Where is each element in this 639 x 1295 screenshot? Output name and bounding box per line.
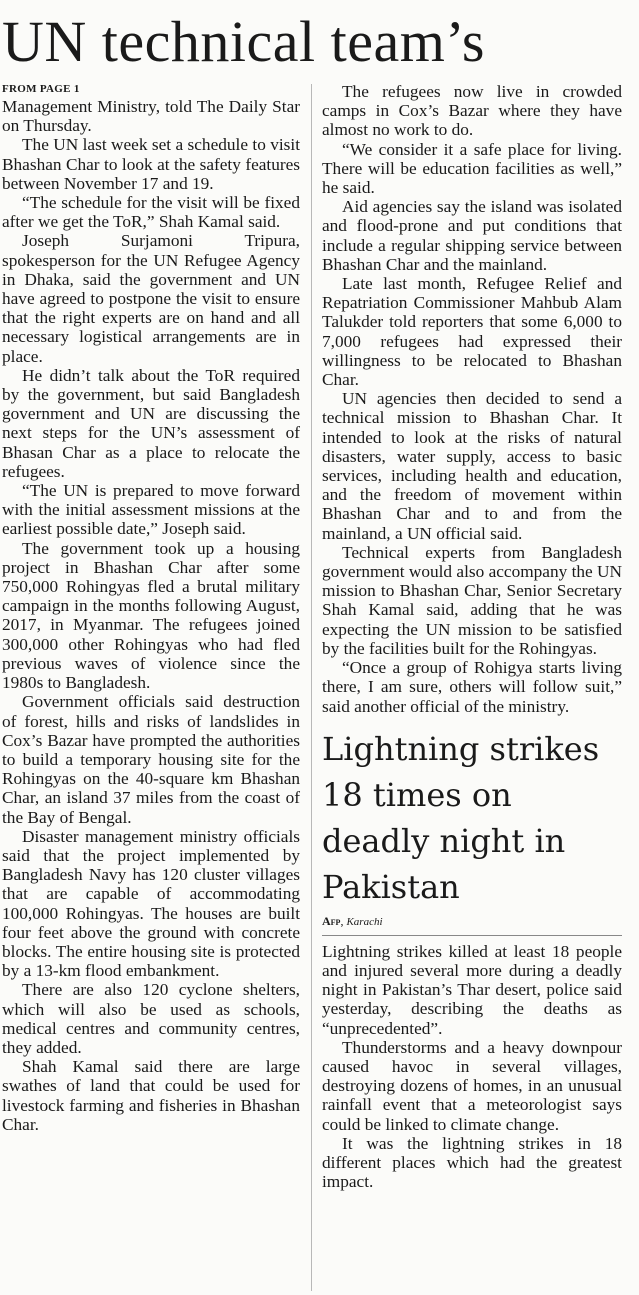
byline-agency: Afp [322, 913, 341, 928]
paragraph: Aid agencies say the island was isolated and flood-prone and put conditions that include a regular shipping service between Bhashan Char and the mainland. [322, 197, 622, 274]
paragraph: Late last month, Refugee Relief and Repatriation Commissioner Mahbub Alam Talukder told reporters that some 6,000 to 7,000 refugees had expressed their willingness to be relocated to Bhashan Char. [322, 274, 622, 390]
second-story-body [322, 942, 622, 1192]
right-column [322, 82, 622, 1191]
headline: UN technical team’s [2, 9, 485, 74]
byline-place: Karachi [346, 915, 383, 928]
second-story-headline: Lightning strikes 18 times on deadly night in Pakistan [322, 729, 600, 906]
paragraph: Government officials said destruction of forest, hills and risks of landslides in Cox’s Bazar have prompted the authorities to build a temporary housing site for the Rohingyas on the 40-square km Bhashan Char, an island 37 miles from the coast of the Bay of Bengal. [2, 692, 300, 827]
paragraph: The UN last week set a schedule to visit Bhashan Char to look at the safety features between November 17 and 19. [2, 135, 300, 193]
paragraph: Thunderstorms and a heavy downpour caused havoc in several villages, destroying dozens of homes, in an unusual rainfall event that a meteorologist says could be linked to climate change. [322, 1037, 622, 1134]
paragraph: It was the lightning strikes in 18 different places which had the greatest impact. [322, 1133, 622, 1192]
paragraph: He didn’t talk about the ToR required by the government, but said Bangladesh government and UN are discussing the next steps for the UN’s assessment of Bhasan Char as a place to relocate the refugees. [2, 365, 300, 481]
paragraph: Joseph Surjamoni Tripura, spokesperson for the UN Refugee Agency in Dhaka, said the government and UN have agreed to postpone the visit to ensure that the right experts are on hand and all necessary logistical arrangements are in place. [2, 231, 300, 366]
paragraph: There are also 120 cyclone shelters, which will also be used as schools, medical centres and community centres, they added. [2, 980, 300, 1057]
paragraph: UN agencies then decided to send a technical mission to Bhashan Char. It intended to look at the risks of natural disasters, water supply, access to basic services, including health and education, and the freedom of movement within Bhashan Char and to and from the mainland, a UN official said. [322, 389, 622, 543]
column-divider [311, 84, 312, 1291]
paragraph: The government took up a housing project in Bhashan Char after some 750,000 Rohingyas fled a brutal military campaign in the months following August, 2017, in Myanmar. The refugees joined 300,000 other Rohingyas who had fled previous waves of violence since the 1980s to Bangladesh. [2, 538, 300, 693]
paragraph: Disaster management ministry officials said that the project implemented by Bangladesh Navy has 120 cluster villages that are capable of accommodating 100,000 Rohingyas. The houses are built four feet above the ground with concrete blocks. The entire housing site is protected by a 13-km flood embankment. [2, 826, 300, 981]
paragraph: “The schedule for the visit will be fixed after we get the ToR,” Shah Kamal said. [2, 193, 300, 232]
paragraph: “Once a group of Rohigya starts living there, I am sure, others will follow suit,” said another official of the ministry. [322, 658, 622, 716]
jump-label: FROM PAGE 1 [2, 83, 80, 95]
paragraph: “We consider it a safe place for living. There will be education facilities as well,” he said. [322, 139, 622, 198]
paragraph: Lightning strikes killed at least 18 people and injured several more during a deadly night in Pakistan’s Thar desert, police said yesterday, describing the deaths as “unprecedented”. [322, 941, 622, 1038]
byline: Afp, Karachi [322, 914, 622, 936]
paragraph: The refugees now live in crowded camps in Cox’s Bazar where they have almost no work to do. [322, 82, 622, 140]
paragraph: “The UN is prepared to move forward with the initial assessment missions at the earliest possible date,” Joseph said. [2, 481, 300, 539]
left-column [2, 82, 300, 1134]
paragraph: Shah Kamal said there are large swathes of land that could be used for livestock farming and fisheries in Bhashan Char. [2, 1057, 300, 1134]
paragraph: Management Ministry, told The Daily Star on Thursday. [2, 97, 300, 136]
paragraph: Technical experts from Bangladesh government would also accompany the UN mission to Bhashan Char, Senior Secretary Shah Kamal said, adding that he was expecting the UN mission to be satisfied by the facilities built for the Rohingyas. [322, 542, 622, 658]
